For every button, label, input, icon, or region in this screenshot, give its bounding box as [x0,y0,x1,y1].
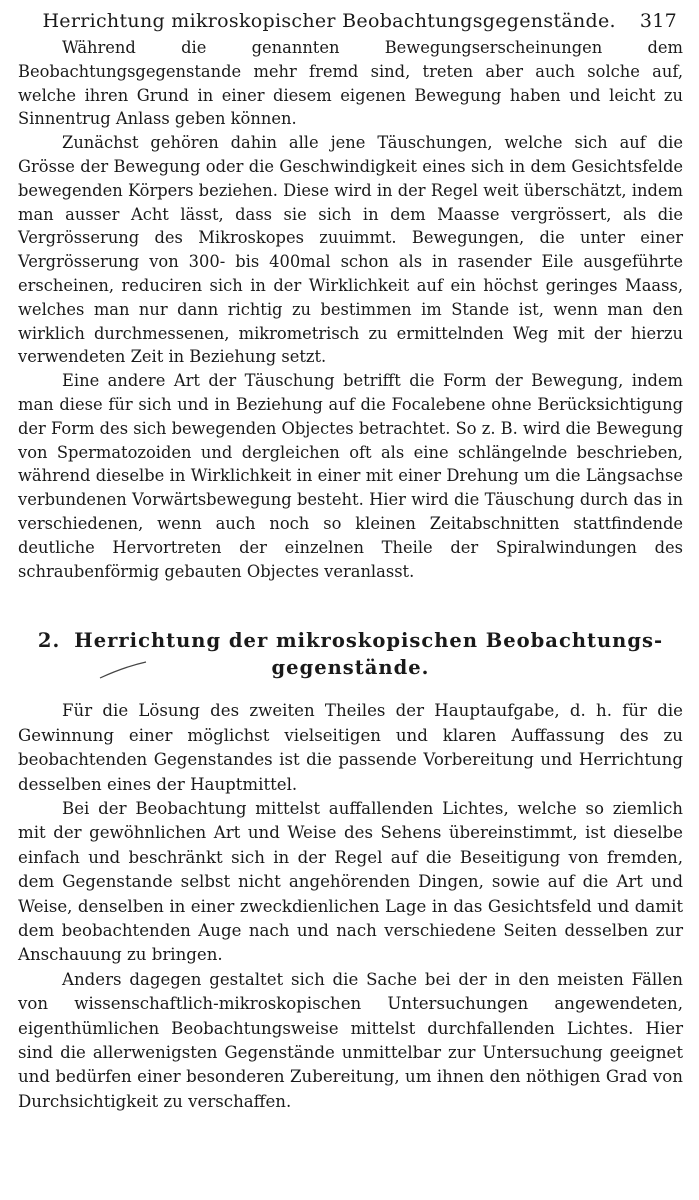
running-header [18,6,683,36]
paragraph: Während die genannten Bewegungserscheinungen dem Beobachtungsgegenstande mehr fremd sind, treten aber auch solche auf, welche ihren Grund in einer diesem eigenen Bewegung haben und leicht zu Sinnentrug Anlass geben können. [18,38,683,129]
paragraph: Zunächst gehören dahin alle jene Täuschungen, welche sich auf die Grösse der Bewegung oder die Geschwindigkeit eines sich in dem Gesichtsfelde bewegenden Körpers beziehen. Diese wird in der Regel weit überschätzt, indem man ausser Acht lässt, dass sie sich in dem Maasse vergrössert, als die Vergrösserung des Mikroskopes zuuimmt. Bewegungen, die unter einer Vergrösserung von 300- bis 400mal schon als in rasender Eile ausgeführte erscheinen, reduciren sich in der Wirklichkeit auf ein höchst geringes Maass, welches man nur dann richtig zu bestimmen im Stande ist, wenn man den wirklich durchmessenen, mikrometrisch zu ermittelnden Weg mit der hierzu verwendeten Zeit in Beziehung setzt. [18,133,683,367]
page-number: 317 [639,10,677,32]
section-title-line-2: gegenstände. [271,656,430,680]
pen-stroke-mark [98,660,148,680]
paragraph: Anders dagegen gestaltet sich die Sache bei der in den meisten Fällen von wissenschaftlich-mikroskopischen Untersuchungen angewendeten, eigenthümlichen Beobachtungsweise mittelst durchfallenden Lichtes. Hier sind die allerwenigsten Gegenstände unmittelbar zur Untersuchung geeignet und bedürfen einer besonderen Zubereitung, um ihnen den nöthigen Grad von Durchsichtigkeit zu verschaffen. [18,969,683,1111]
running-title: Herrichtung mikroskopischer Beobachtungsgegenstände. [42,10,616,32]
paragraph: Bei der Beobachtung mittelst auffallenden Lichtes, welche so ziemlich mit der gewöhnlichen Art und Weise des Sehens übereinstimmt, ist dieselbe einfach und beschränkt sich in der Regel auf die Beseitigung von fremden, dem Gegenstande selbst nicht angehörenden Dingen, sowie auf die Art und Weise, denselben in einer zweckdienlichen Lage in das Gesichtsfeld und damit dem beobachtenden Auge nach und nach verschiedene Seiten desselben zur Anschauung zu bringen. [18,798,683,965]
section-2-body [18,699,683,1114]
section-1-body [18,36,683,583]
paragraph: Eine andere Art der Täuschung betrifft die Form der Bewegung, indem man diese für sich und in Beziehung auf die Focalebene ohne Berücksichtigung der Form des sich bewegenden Objectes betrachtet. So z. B. wird die Bewegung von Spermatozoiden und dergleichen oft als eine schlängelnde beschrieben, während dieselbe in Wirklichkeit in einer mit einer Drehung um die Längsachse verbundenen Vorwärtsbewegung besteht. Hier wird die Täuschung durch das in verschiedenen, wenn auch noch so kleinen Zeitabschnitten stattfindende deutliche Hervortreten der einzelnen Theile der Spiralwindungen des schraubenförmig gebauten Objectes veranlasst. [18,371,683,581]
section-title-line-1: Herrichtung der mikroskopischen Beobachtungs- [74,629,664,653]
section-number: 2. [37,629,61,653]
paragraph: Für die Lösung des zweiten Theiles der Hauptaufgabe, d. h. für die Gewinnung einer möglichst vielseitigen und klaren Auffassung des zu beobachtenden Gegenstandes ist die passende Vorbereitung und Herrichtung desselben eines der Hauptmittel. [18,701,683,794]
